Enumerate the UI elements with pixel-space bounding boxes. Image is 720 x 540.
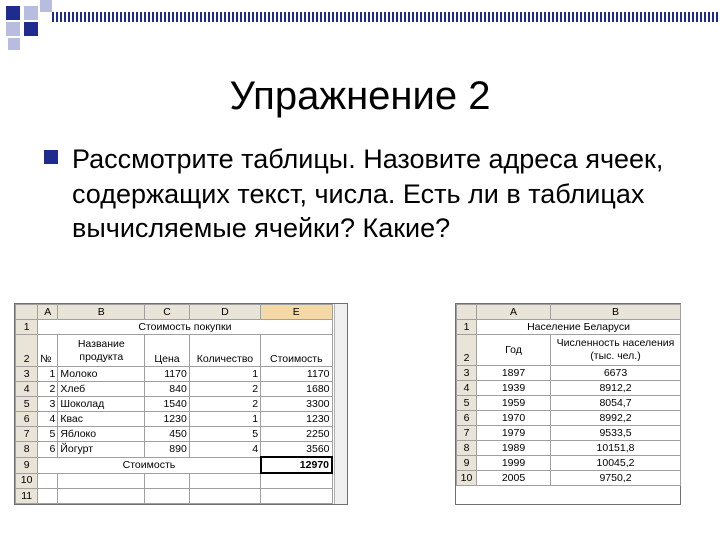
cell-year[interactable]: 1970	[477, 411, 551, 426]
row-header[interactable]: 2	[457, 335, 477, 366]
cell-year[interactable]: 2005	[477, 471, 551, 486]
cell-price[interactable]: 1230	[145, 412, 190, 427]
col-header-b[interactable]: B	[58, 305, 145, 320]
empty-cell[interactable]	[261, 473, 332, 489]
cell-year[interactable]: 1959	[477, 396, 551, 411]
decor-square-2	[24, 6, 38, 20]
cell-num[interactable]: 1	[38, 367, 58, 382]
cell-num[interactable]: 6	[38, 442, 58, 458]
row-header[interactable]: 7	[16, 427, 38, 442]
header-name-cell[interactable]: Название продукта	[58, 335, 145, 367]
header-population-cell[interactable]: Численность населения (тыс. чел.)	[551, 335, 681, 366]
table-row	[457, 381, 681, 396]
table-row	[457, 411, 681, 426]
table-title-cell[interactable]: Население Беларуси	[477, 320, 681, 335]
spreadsheet-purchase-cost	[14, 303, 348, 505]
corner-cell[interactable]	[16, 305, 38, 320]
row-header[interactable]: 10	[457, 471, 477, 486]
cell-num[interactable]: 5	[38, 427, 58, 442]
col-header-a[interactable]: A	[477, 305, 551, 320]
empty-cell[interactable]	[58, 473, 145, 489]
header-cost-cell[interactable]: Стоимость	[261, 335, 332, 367]
cell-cost[interactable]: 1170	[261, 367, 332, 382]
bullet-square-icon	[44, 150, 58, 164]
cell-name[interactable]: Молоко	[58, 367, 145, 382]
table-row	[16, 412, 333, 427]
cell-price[interactable]: 1540	[145, 397, 190, 412]
table-row	[16, 442, 333, 458]
cell-price[interactable]: 1170	[145, 367, 190, 382]
table-row	[16, 397, 333, 412]
slide-title: Упражнение 2	[229, 74, 491, 118]
row-header[interactable]: 6	[457, 411, 477, 426]
cell-price[interactable]: 450	[145, 427, 190, 442]
cell-price[interactable]: 890	[145, 442, 190, 458]
table-row	[457, 426, 681, 441]
table-row	[457, 471, 681, 486]
row-header[interactable]: 3	[16, 367, 38, 382]
decor-square-6	[8, 38, 20, 50]
row-header[interactable]: 11	[16, 489, 38, 504]
cell-qty[interactable]: 4	[189, 442, 260, 458]
cell-qty[interactable]: 2	[189, 397, 260, 412]
cell-population[interactable]: 10151,8	[551, 441, 681, 456]
cell-cost[interactable]: 3300	[261, 397, 332, 412]
cell-year[interactable]: 1979	[477, 426, 551, 441]
empty-cell[interactable]	[38, 489, 58, 504]
row-header[interactable]: 10	[16, 473, 38, 489]
col-header-c[interactable]: C	[145, 305, 190, 320]
empty-cell[interactable]	[145, 473, 190, 489]
empty-cell[interactable]	[145, 489, 190, 504]
table-row	[457, 456, 681, 471]
cell-name[interactable]: Шоколад	[58, 397, 145, 412]
col-header-a[interactable]: A	[38, 305, 58, 320]
empty-cell[interactable]	[261, 489, 332, 504]
row-header[interactable]: 9	[16, 457, 38, 473]
table-row	[16, 427, 333, 442]
row-header[interactable]: 5	[16, 397, 38, 412]
vertical-scrollbar[interactable]	[334, 304, 347, 504]
row-header[interactable]: 1	[457, 320, 477, 335]
decor-square-3	[24, 22, 38, 36]
cell-num[interactable]: 4	[38, 412, 58, 427]
table-title-cell[interactable]: Стоимость покупки	[38, 320, 332, 335]
decor-square-5	[40, 0, 52, 12]
cell-cost[interactable]: 2250	[261, 427, 332, 442]
header-num-cell[interactable]: №	[38, 335, 58, 367]
cell-year[interactable]: 1999	[477, 456, 551, 471]
spreadsheet-belarus-population	[455, 303, 681, 505]
cell-price[interactable]: 840	[145, 382, 190, 397]
cell-population[interactable]: 8992,2	[551, 411, 681, 426]
empty-cell[interactable]	[38, 473, 58, 489]
cell-population[interactable]: 10045,2	[551, 456, 681, 471]
corner-cell[interactable]	[457, 305, 477, 320]
row-header[interactable]: 8	[16, 442, 38, 458]
cell-year[interactable]: 1897	[477, 366, 551, 381]
decor-stripe	[52, 12, 720, 22]
decor-square-4	[6, 22, 20, 36]
header-qty-cell[interactable]: Количество	[189, 335, 260, 367]
cell-qty[interactable]: 5	[189, 427, 260, 442]
cell-name[interactable]: Хлеб	[58, 382, 145, 397]
total-label-cell[interactable]: Стоимость	[38, 457, 261, 473]
row-header[interactable]: 2	[16, 335, 38, 367]
total-value-cell[interactable]: 12970	[261, 457, 332, 473]
table-row	[457, 366, 681, 381]
cell-num[interactable]: 3	[38, 397, 58, 412]
col-header-e[interactable]: E	[261, 305, 332, 320]
bullet-text: Рассмотрите таблицы. Назовите адреса ячеек, содержащих текст, числа. Есть ли в таблицах вычисляемые ячейки? Какие?	[72, 144, 664, 243]
cell-num[interactable]: 2	[38, 382, 58, 397]
cell-qty[interactable]: 1	[189, 367, 260, 382]
col-header-d[interactable]: D	[189, 305, 260, 320]
cell-name[interactable]: Яблоко	[58, 427, 145, 442]
cell-population[interactable]: 8054,7	[551, 396, 681, 411]
cell-cost[interactable]: 1680	[261, 382, 332, 397]
table-row	[16, 382, 333, 397]
cell-year[interactable]: 1939	[477, 381, 551, 396]
row-header[interactable]: 6	[16, 412, 38, 427]
cell-population[interactable]: 9750,2	[551, 471, 681, 486]
table-row	[16, 367, 333, 382]
row-header[interactable]: 8	[457, 441, 477, 456]
cell-cost[interactable]: 1230	[261, 412, 332, 427]
row-header[interactable]: 1	[16, 320, 38, 335]
cell-population[interactable]: 6673	[551, 366, 681, 381]
cell-population[interactable]: 9533,5	[551, 426, 681, 441]
table-row	[457, 396, 681, 411]
row-header[interactable]: 7	[457, 426, 477, 441]
cell-qty[interactable]: 2	[189, 382, 260, 397]
empty-cell[interactable]	[58, 489, 145, 504]
row-header[interactable]: 4	[16, 382, 38, 397]
row-header[interactable]: 9	[457, 456, 477, 471]
cell-name[interactable]: Квас	[58, 412, 145, 427]
cell-year[interactable]: 1989	[477, 441, 551, 456]
cell-qty[interactable]: 1	[189, 412, 260, 427]
empty-cell[interactable]	[189, 489, 260, 504]
header-year-cell[interactable]: Год	[477, 335, 551, 366]
row-header[interactable]: 5	[457, 396, 477, 411]
row-header[interactable]: 3	[457, 366, 477, 381]
cell-population[interactable]: 8912,2	[551, 381, 681, 396]
cell-cost[interactable]: 3560	[261, 442, 332, 458]
row-header[interactable]: 4	[457, 381, 477, 396]
header-price-cell[interactable]: Цена	[145, 335, 190, 367]
cell-name[interactable]: Йогурт	[58, 442, 145, 458]
col-header-b[interactable]: B	[551, 305, 681, 320]
decor-square-1	[6, 6, 20, 20]
table-row	[457, 441, 681, 456]
empty-cell[interactable]	[189, 473, 260, 489]
